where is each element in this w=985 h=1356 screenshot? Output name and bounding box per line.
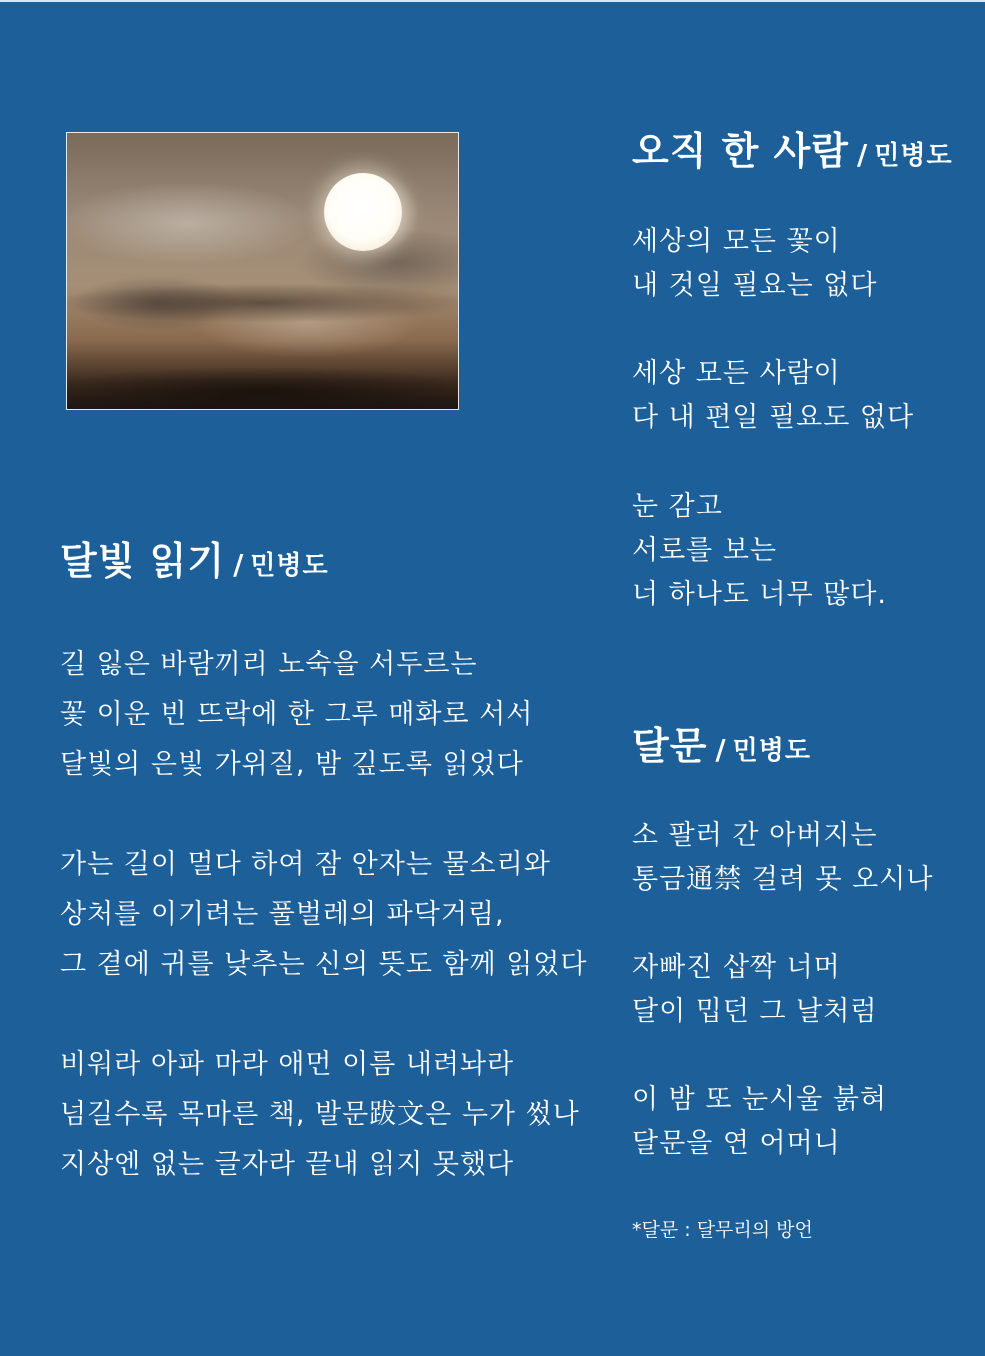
poem-line: 다 내 편일 필요도 없다 — [632, 402, 915, 433]
right-poem-1-title-text: 오직 한 사람 — [632, 129, 849, 173]
poem-line: 넘길수록 목마른 책, 발문跋文은 누가 썼나 — [60, 1099, 580, 1130]
poem-line: 세상 모든 사람이 — [632, 358, 841, 389]
right-poem-2-title — [632, 715, 811, 770]
poem-line: 이 밤 또 눈시울 붉혀 — [632, 1084, 887, 1115]
poem-line: 달문을 연 어머니 — [632, 1128, 841, 1159]
right-poem-1-stanza-3 — [632, 485, 887, 617]
right-poem-2-stanza-1 — [632, 814, 933, 902]
poem-line: 세상의 모든 꽃이 — [632, 226, 841, 257]
right-poem-2-title-text: 달문 — [632, 724, 708, 768]
footnote: *달문 : 달무리의 방언 — [632, 1219, 813, 1241]
right-poem-2-stanza-3 — [632, 1078, 887, 1166]
poem-line: 눈 감고 — [632, 491, 723, 522]
left-poem-stanza-3 — [60, 1040, 580, 1190]
moon — [324, 173, 402, 251]
right-poem-1-author: 민병도 — [874, 141, 953, 171]
right-poem-2-stanza-2 — [632, 946, 877, 1034]
poem-line: 그 곁에 귀를 낮추는 신의 뜻도 함께 읽었다 — [60, 949, 588, 980]
poem-line: 상처를 이기려는 풀벌레의 파닥거림, — [60, 899, 505, 930]
cloud-shadow — [66, 283, 459, 323]
poem-line: 너 하나도 너무 많다. — [632, 579, 887, 610]
poem-line: 꽃 이운 빈 뜨락에 한 그루 매화로 서서 — [60, 699, 534, 730]
poem-line: 달이 밉던 그 날처럼 — [632, 996, 878, 1027]
left-poem-title-text: 달빛 읽기 — [60, 539, 226, 583]
poem-line: 통금通禁 걸려 못 오시나 — [632, 864, 934, 895]
left-poem-title — [60, 530, 329, 585]
poem-line: 길 잃은 바람끼리 노숙을 서두르는 — [60, 649, 478, 680]
poem-line: 가는 길이 멀다 하여 잠 안자는 물소리와 — [60, 849, 551, 880]
poem-line: 소 팔러 간 아버지는 — [632, 820, 878, 851]
full-moon-photo — [66, 132, 459, 410]
right-poem-1-title — [632, 120, 953, 175]
poem-line: 자빠진 삽짝 너머 — [632, 952, 841, 983]
left-poem-author: 민병도 — [250, 551, 329, 581]
left-poem-stanza-2 — [60, 840, 587, 990]
title-slash: / — [715, 733, 727, 766]
poem-line: 서로를 보는 — [632, 535, 777, 566]
poem-line: 지상엔 없는 글자라 끝내 읽지 못했다 — [60, 1149, 515, 1180]
left-poem-stanza-1 — [60, 640, 533, 790]
title-slash: / — [857, 138, 869, 171]
cloud-shadow — [66, 368, 459, 410]
right-poem-2-author: 민병도 — [732, 736, 812, 766]
right-poem-1-stanza-1 — [632, 220, 877, 308]
poem-line: 내 것일 필요는 없다 — [632, 270, 878, 301]
poem-line: 비워라 아파 마라 애먼 이름 내려놔라 — [60, 1049, 515, 1080]
poem-line: 달빛의 은빛 가위질, 밤 깊도록 읽었다 — [60, 749, 524, 780]
right-poem-1-stanza-2 — [632, 352, 914, 440]
title-slash: / — [233, 548, 245, 581]
